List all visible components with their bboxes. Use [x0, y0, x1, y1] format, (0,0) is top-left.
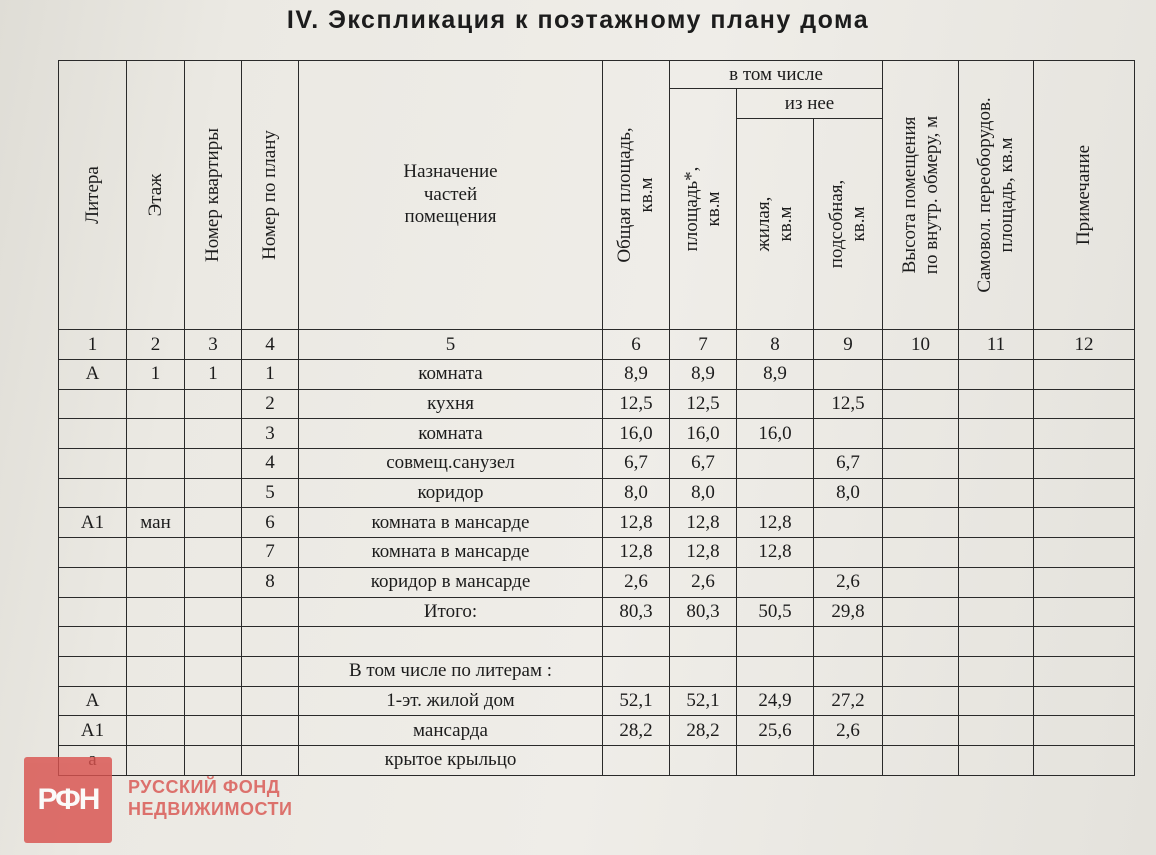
cell-empty [959, 686, 1034, 716]
cell-etazh [127, 449, 185, 479]
cell-obshchaya: 2,6 [603, 567, 670, 597]
cell-nomer [242, 745, 299, 775]
column-number: 12 [1034, 330, 1135, 360]
column-number: 11 [959, 330, 1034, 360]
header-obshchaya-ploshchad: Общая площадь, кв.м [603, 61, 670, 330]
cell-litera: А1 [59, 716, 127, 746]
cell-litera [59, 627, 127, 657]
cell-obshchaya: 8,0 [603, 478, 670, 508]
column-number: 7 [670, 330, 737, 360]
cell-empty [959, 478, 1034, 508]
cell-zhilaya [737, 656, 814, 686]
cell-empty [1034, 538, 1135, 568]
cell-litera: А [59, 686, 127, 716]
cell-obshchaya: 12,5 [603, 389, 670, 419]
cell-etazh [127, 538, 185, 568]
cell-nomer [242, 686, 299, 716]
cell-kv [185, 419, 242, 449]
cell-kv [185, 656, 242, 686]
cell-litera [59, 478, 127, 508]
cell-litera [59, 419, 127, 449]
header-iz-nee: из нее [737, 89, 883, 119]
cell-naznachenie: 1-эт. жилой дом [299, 686, 603, 716]
cell-empty [1034, 567, 1135, 597]
cell-etazh [127, 686, 185, 716]
page-title: IV. Экспликация к поэтажному плану дома [286, 6, 870, 34]
cell-obshchaya [603, 656, 670, 686]
header-v-tom-chisle: в том числе [670, 61, 883, 89]
cell-litera [59, 538, 127, 568]
column-number: 1 [59, 330, 127, 360]
cell-ploshchad: 80,3 [670, 597, 737, 627]
cell-kv [185, 627, 242, 657]
cell-ploshchad: 52,1 [670, 686, 737, 716]
table-row [59, 449, 1135, 479]
cell-empty [959, 360, 1034, 390]
cell-kv [185, 478, 242, 508]
cell-nomer: 2 [242, 389, 299, 419]
cell-podsobnaya: 8,0 [814, 478, 883, 508]
cell-empty [883, 538, 959, 568]
header-zhilaya: жилая, кв.м [737, 119, 814, 330]
cell-podsobnaya [814, 627, 883, 657]
cell-podsobnaya: 12,5 [814, 389, 883, 419]
cell-nomer: 7 [242, 538, 299, 568]
cell-empty [883, 478, 959, 508]
cell-naznachenie: коридор в мансарде [299, 567, 603, 597]
cell-ploshchad: 16,0 [670, 419, 737, 449]
cell-ploshchad [670, 656, 737, 686]
cell-obshchaya: 12,8 [603, 508, 670, 538]
cell-nomer: 3 [242, 419, 299, 449]
header-primechanie: Примечание [1034, 61, 1135, 330]
cell-etazh [127, 478, 185, 508]
column-number: 2 [127, 330, 185, 360]
cell-obshchaya: 12,8 [603, 538, 670, 568]
cell-empty [959, 389, 1034, 419]
cell-nomer: 4 [242, 449, 299, 479]
cell-empty [959, 716, 1034, 746]
table-row [59, 538, 1135, 568]
cell-obshchaya [603, 627, 670, 657]
table-row [59, 745, 1135, 775]
cell-kv: 1 [185, 360, 242, 390]
cell-nomer: 6 [242, 508, 299, 538]
cell-podsobnaya [814, 538, 883, 568]
header-vysota: Высота помещения по внутр. обмеру, м [883, 61, 959, 330]
cell-ploshchad: 6,7 [670, 449, 737, 479]
table-row [59, 627, 1135, 657]
cell-obshchaya: 52,1 [603, 686, 670, 716]
cell-empty [959, 656, 1034, 686]
cell-naznachenie: совмещ.санузел [299, 449, 603, 479]
cell-naznachenie: В том числе по литерам : [299, 656, 603, 686]
cell-podsobnaya: 2,6 [814, 567, 883, 597]
cell-zhilaya: 50,5 [737, 597, 814, 627]
cell-empty [883, 597, 959, 627]
cell-kv [185, 449, 242, 479]
cell-litera: А1 [59, 508, 127, 538]
cell-podsobnaya: 2,6 [814, 716, 883, 746]
column-number: 4 [242, 330, 299, 360]
cell-etazh [127, 419, 185, 449]
cell-empty [1034, 716, 1135, 746]
cell-kv [185, 567, 242, 597]
header-nomer-po-planu: Номер по плану [242, 61, 299, 330]
cell-ploshchad: 12,8 [670, 508, 737, 538]
cell-empty [1034, 745, 1135, 775]
cell-empty [1034, 508, 1135, 538]
watermark-text: РУССКИЙ ФОНД НЕДВИЖИМОСТИ [128, 777, 293, 819]
column-number: 5 [299, 330, 603, 360]
cell-zhilaya: 24,9 [737, 686, 814, 716]
table-row [59, 389, 1135, 419]
cell-ploshchad: 8,9 [670, 360, 737, 390]
cell-ploshchad [670, 745, 737, 775]
cell-podsobnaya: 29,8 [814, 597, 883, 627]
explication-table [58, 60, 1135, 776]
cell-litera [59, 656, 127, 686]
cell-zhilaya [737, 389, 814, 419]
table-row [59, 419, 1135, 449]
cell-etazh [127, 656, 185, 686]
cell-naznachenie: коридор [299, 478, 603, 508]
cell-zhilaya: 16,0 [737, 419, 814, 449]
cell-kv [185, 538, 242, 568]
cell-litera [59, 449, 127, 479]
header-nomer-kvartiry: Номер квартиры [185, 61, 242, 330]
cell-empty [1034, 449, 1135, 479]
cell-empty [1034, 686, 1135, 716]
header-ploshchad: площадь*, кв.м [670, 89, 737, 330]
cell-empty [1034, 597, 1135, 627]
cell-podsobnaya [814, 656, 883, 686]
cell-empty [883, 567, 959, 597]
table-row [59, 716, 1135, 746]
table-row [59, 686, 1135, 716]
table-row [59, 478, 1135, 508]
cell-nomer: 1 [242, 360, 299, 390]
cell-ploshchad: 8,0 [670, 478, 737, 508]
cell-ploshchad [670, 627, 737, 657]
cell-empty [1034, 360, 1135, 390]
cell-zhilaya: 12,8 [737, 538, 814, 568]
cell-naznachenie [299, 627, 603, 657]
cell-kv [185, 389, 242, 419]
cell-empty [883, 627, 959, 657]
cell-empty [883, 449, 959, 479]
header-podsobnaya: подсобная, кв.м [814, 119, 883, 330]
cell-naznachenie: комната в мансарде [299, 508, 603, 538]
cell-nomer [242, 716, 299, 746]
cell-nomer [242, 627, 299, 657]
cell-etazh: ман [127, 508, 185, 538]
cell-empty [883, 508, 959, 538]
cell-podsobnaya [814, 419, 883, 449]
cell-empty [959, 538, 1034, 568]
cell-litera [59, 567, 127, 597]
cell-naznachenie: крытое крыльцо [299, 745, 603, 775]
cell-empty [883, 686, 959, 716]
cell-empty [959, 745, 1034, 775]
cell-etazh [127, 716, 185, 746]
cell-naznachenie: Итого: [299, 597, 603, 627]
cell-podsobnaya [814, 745, 883, 775]
cell-naznachenie: мансарда [299, 716, 603, 746]
cell-zhilaya [737, 627, 814, 657]
cell-kv [185, 508, 242, 538]
cell-empty [1034, 389, 1135, 419]
cell-naznachenie: комната [299, 419, 603, 449]
cell-empty [959, 627, 1034, 657]
cell-litera: А [59, 360, 127, 390]
table-row [59, 360, 1135, 390]
cell-nomer [242, 656, 299, 686]
cell-zhilaya: 8,9 [737, 360, 814, 390]
cell-podsobnaya [814, 508, 883, 538]
cell-nomer: 5 [242, 478, 299, 508]
cell-etazh: 1 [127, 360, 185, 390]
cell-litera [59, 597, 127, 627]
cell-etazh [127, 567, 185, 597]
cell-kv [185, 716, 242, 746]
company-logo: РФН [24, 757, 112, 843]
cell-ploshchad: 12,8 [670, 538, 737, 568]
header-litera: Литера [59, 61, 127, 330]
table-row [59, 597, 1135, 627]
cell-empty [883, 656, 959, 686]
cell-obshchaya: 28,2 [603, 716, 670, 746]
cell-empty [1034, 419, 1135, 449]
cell-empty [959, 508, 1034, 538]
table-row [59, 508, 1135, 538]
cell-empty [883, 745, 959, 775]
cell-zhilaya [737, 478, 814, 508]
cell-empty [959, 419, 1034, 449]
cell-obshchaya [603, 745, 670, 775]
header-samovol: Самовол. переоборудов. площадь, кв.м [959, 61, 1034, 330]
cell-zhilaya [737, 745, 814, 775]
table-row [59, 656, 1135, 686]
header-etazh: Этаж [127, 61, 185, 330]
cell-ploshchad: 2,6 [670, 567, 737, 597]
cell-podsobnaya: 6,7 [814, 449, 883, 479]
cell-podsobnaya: 27,2 [814, 686, 883, 716]
cell-obshchaya: 6,7 [603, 449, 670, 479]
cell-zhilaya [737, 449, 814, 479]
cell-etazh [127, 627, 185, 657]
cell-kv [185, 597, 242, 627]
column-number: 9 [814, 330, 883, 360]
cell-naznachenie: комната в мансарде [299, 538, 603, 568]
table-row [59, 567, 1135, 597]
cell-nomer [242, 597, 299, 627]
cell-zhilaya: 12,8 [737, 508, 814, 538]
cell-ploshchad: 28,2 [670, 716, 737, 746]
cell-empty [1034, 656, 1135, 686]
cell-zhilaya [737, 567, 814, 597]
cell-empty [883, 389, 959, 419]
cell-nomer: 8 [242, 567, 299, 597]
cell-kv [185, 745, 242, 775]
cell-ploshchad: 12,5 [670, 389, 737, 419]
cell-kv [185, 686, 242, 716]
cell-empty [959, 597, 1034, 627]
cell-empty [883, 716, 959, 746]
column-number: 10 [883, 330, 959, 360]
cell-obshchaya: 80,3 [603, 597, 670, 627]
column-number: 3 [185, 330, 242, 360]
cell-empty [883, 360, 959, 390]
cell-etazh [127, 389, 185, 419]
cell-naznachenie: кухня [299, 389, 603, 419]
column-number-row [59, 330, 1135, 360]
cell-naznachenie: комната [299, 360, 603, 390]
cell-empty [1034, 627, 1135, 657]
cell-podsobnaya [814, 360, 883, 390]
cell-zhilaya: 25,6 [737, 716, 814, 746]
cell-etazh [127, 597, 185, 627]
cell-empty [883, 419, 959, 449]
cell-obshchaya: 16,0 [603, 419, 670, 449]
cell-etazh [127, 745, 185, 775]
cell-empty [1034, 478, 1135, 508]
header-naznachenie: Назначение частей помещения [299, 61, 603, 330]
cell-empty [959, 567, 1034, 597]
column-number: 8 [737, 330, 814, 360]
cell-obshchaya: 8,9 [603, 360, 670, 390]
cell-litera [59, 389, 127, 419]
column-number: 6 [603, 330, 670, 360]
cell-empty [959, 449, 1034, 479]
